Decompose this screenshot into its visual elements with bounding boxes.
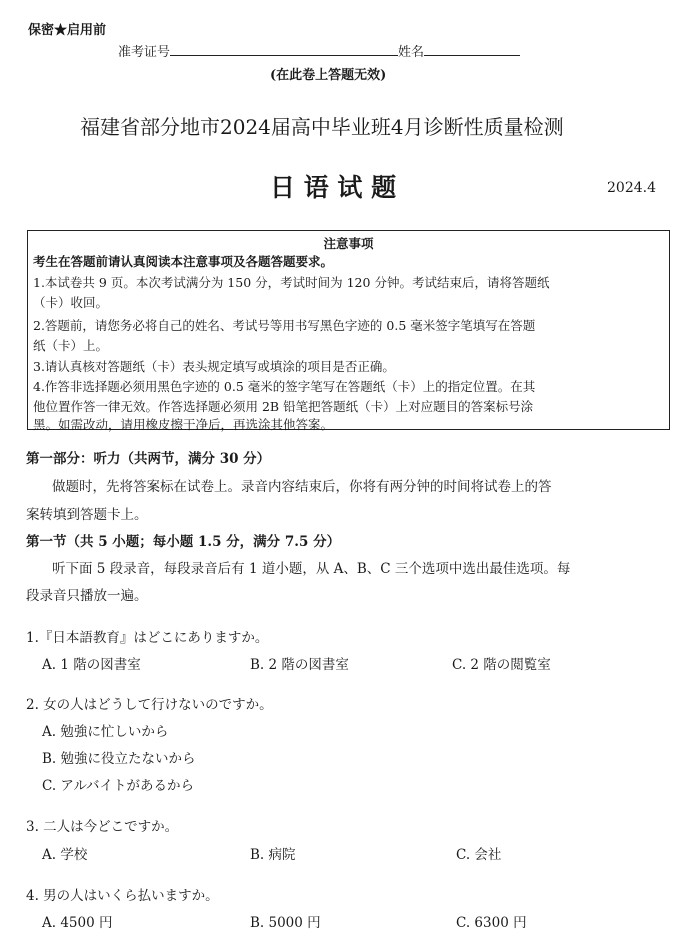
option-a: A. 学校	[42, 847, 88, 863]
option-b: B. 5000 円	[250, 915, 321, 931]
notice-line: 3.请认真核对答题纸（卡）表头规定填写或填涂的项目是否正确。	[33, 359, 395, 374]
question-stem: 4. 男の人はいくら払いますか。	[26, 888, 219, 904]
option-c: C. 6300 円	[456, 915, 527, 931]
notice-title: 注意事项	[323, 236, 374, 251]
question-stem: 2. 女の人はどうして行けないのですか。	[26, 697, 273, 713]
section1-instruction: 听下面 5 段录音，每段录音后有 1 道小题，从 A、B、C 三个选项中选出最佳选项。每	[52, 561, 571, 577]
notice-box	[27, 230, 670, 430]
question-stem: 3. 二人は今どこですか。	[26, 819, 179, 835]
section1-instruction: 段录音只播放一遍。	[26, 588, 148, 604]
notice-line: 纸（卡）上。	[33, 338, 109, 353]
notice-intro: 考生在答题前请认真阅读本注意事项及各题答题要求。	[33, 254, 334, 269]
exam-number-label: 准考证号	[118, 45, 171, 60]
exam-title: 福建省部分地市2024届高中毕业班4月诊断性质量检测	[80, 115, 564, 139]
exam-date: 2024.4	[607, 180, 656, 196]
option-b: B. 2 階の図書室	[250, 657, 349, 673]
option-a: A. 勉強に忙しいから	[42, 724, 169, 740]
notice-line: 1.本试卷共 9 页。本次考试满分为 150 分，考试时间为 120 分钟。考试结束后，请将答题纸	[33, 275, 550, 290]
notice-line: 4.作答非选择题必须用黑色字迹的 0.5 毫米的签字笔写在答题纸（卡）上的指定位置。在其	[33, 379, 536, 394]
part1-heading: 第一部分：听力（共两节，满分 30 分）	[26, 451, 271, 467]
exam-number-field	[118, 41, 520, 60]
section1-heading: 第一节（共 5 小题；每小题 1.5 分，满分 7.5 分）	[26, 534, 341, 550]
part1-instruction: 案转填到答题卡上。	[26, 507, 148, 523]
confidential-label: 保密★启用前	[28, 23, 107, 38]
notice-line: 黑。如需改动，请用橡皮擦干净后，再选涂其他答案。	[33, 417, 334, 432]
part1-instruction: 做题时，先将答案标在试卷上。录音内容结束后，你将有两分钟的时间将试卷上的答	[52, 479, 552, 495]
option-b: B. 勉強に役立たないから	[42, 751, 196, 767]
exam-number-blank	[170, 41, 398, 56]
option-c: C. 会社	[456, 847, 502, 863]
option-a: A. 1 階の図書室	[42, 657, 141, 673]
invalid-note: (在此卷上答题无效)	[270, 68, 387, 83]
notice-line: 2.答题前，请您务必将自己的姓名、考试号等用书写黑色字迹的 0.5 毫米签字笔填写在答题	[33, 318, 536, 333]
question-stem: 1.『日本語教育』はどこにありますか。	[26, 630, 269, 646]
notice-line: 他位置作答一律无效。作答选择题必须用 2B 铅笔把答题纸（卡）上对应题目的答案标号涂	[33, 399, 534, 414]
option-b: B. 病院	[250, 847, 296, 863]
subject-title: 日 语 试 题	[270, 173, 397, 202]
option-c: C. 2 階の閲覧室	[452, 657, 551, 673]
name-label: 姓名	[398, 45, 425, 60]
option-a: A. 4500 円	[42, 915, 113, 931]
option-c: C. アルバイトがあるから	[42, 778, 194, 794]
name-blank	[424, 41, 520, 56]
notice-line: （卡）收回。	[33, 295, 109, 310]
